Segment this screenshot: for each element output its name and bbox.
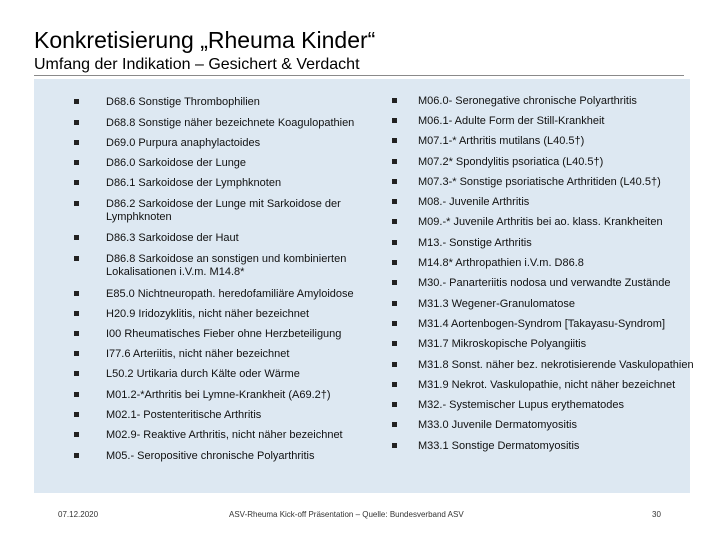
square-bullet-icon: [392, 280, 397, 285]
left-list-item-text: D69.0 Purpura anaphylactoides: [106, 137, 261, 149]
left-list-item-text: M01.2-*Arthritis bei Lymne-Krankheit (A69.2†): [106, 389, 331, 401]
right-list-item-text: M09.-* Juvenile Arthritis bei ao. klass. Krankheiten: [418, 216, 663, 228]
square-bullet-icon: [392, 402, 397, 407]
left-list-item-text: H20.9 Iridozyklitis, nicht näher bezeichnet: [106, 308, 309, 320]
right-list-item-text: M31.4 Aortenbogen-Syndrom [Takayasu-Syndrom]: [418, 318, 666, 330]
right-list-item-text: M31.8 Sonst. näher bez. nekrotisierende Vaskulopathien: [418, 359, 694, 371]
square-bullet-icon: [74, 120, 79, 125]
left-list-item-text: E85.0 Nichtneuropath. heredofamiliäre Amyloidose: [106, 288, 354, 300]
right-list-item-text: M31.3 Wegener-Granulomatose: [418, 298, 575, 310]
square-bullet-icon: [392, 159, 397, 164]
square-bullet-icon: [392, 179, 397, 184]
footer-date: 07.12.2020: [58, 510, 99, 519]
square-bullet-icon: [74, 201, 79, 206]
left-list-item-text: D86.0 Sarkoidose der Lunge: [106, 157, 247, 169]
right-list-item-text: M33.1 Sonstige Dermatomyositis: [418, 440, 580, 452]
left-list-item-text: I77.6 Arteriitis, nicht näher bezeichnet: [106, 348, 290, 360]
square-bullet-icon: [74, 351, 79, 356]
square-bullet-icon: [392, 98, 397, 103]
square-bullet-icon: [74, 412, 79, 417]
square-bullet-icon: [74, 160, 79, 165]
square-bullet-icon: [74, 453, 79, 458]
square-bullet-icon: [392, 118, 397, 123]
left-list-item-text: D86.3 Sarkoidose der Haut: [106, 232, 239, 244]
page-number: 30: [652, 510, 661, 519]
right-list-item-text: M30.- Panarteriitis nodosa und verwandte Zustände: [418, 277, 671, 289]
right-list-item-text: M14.8* Arthropathien i.V.m. D86.8: [418, 257, 584, 269]
square-bullet-icon: [74, 99, 79, 104]
square-bullet-icon: [74, 291, 79, 296]
right-list-item-text: M13.- Sonstige Arthritis: [418, 237, 532, 249]
square-bullet-icon: [74, 140, 79, 145]
square-bullet-icon: [74, 235, 79, 240]
square-bullet-icon: [74, 371, 79, 376]
square-bullet-icon: [392, 362, 397, 367]
square-bullet-icon: [392, 240, 397, 245]
square-bullet-icon: [392, 199, 397, 204]
square-bullet-icon: [392, 260, 397, 265]
right-list-item-text: M08.- Juvenile Arthritis: [418, 196, 530, 208]
right-list-item-text: M06.0- Seronegative chronische Polyarthritis: [418, 95, 637, 107]
title-divider: [34, 75, 684, 76]
square-bullet-icon: [392, 382, 397, 387]
square-bullet-icon: [392, 321, 397, 326]
left-list-item-text: D86.8 Sarkoidose an sonstigen und kombinierten Lokalisationen i.V.m. M14.8*: [106, 253, 347, 278]
left-list-item-text: D86.1 Sarkoidose der Lymphknoten: [106, 177, 282, 189]
content-panel: [34, 79, 694, 493]
square-bullet-icon: [74, 432, 79, 437]
right-list-item-text: M31.9 Nekrot. Vaskulopathie, nicht näher bezeichnet: [418, 379, 676, 391]
square-bullet-icon: [392, 443, 397, 448]
left-list-item-text: M05.- Seropositive chronische Polyarthritis: [106, 450, 315, 462]
right-list-item-text: M07.1-* Arthritis mutilans (L40.5†): [418, 135, 585, 147]
left-list-item-text: D68.8 Sonstige näher bezeichnete Koagulopathien: [106, 117, 355, 129]
square-bullet-icon: [74, 331, 79, 336]
left-list-item-text: M02.1- Postenteritische Arthritis: [106, 409, 262, 421]
square-bullet-icon: [392, 422, 397, 427]
footer-source: ASV-Rheuma Kick-off Präsentation – Quelle: Bundesverband ASV: [229, 510, 464, 519]
right-list-item-text: M33.0 Juvenile Dermatomyositis: [418, 419, 577, 431]
left-list-item-text: D68.6 Sonstige Thrombophilien: [106, 96, 260, 108]
slide-subtitle: Umfang der Indikation – Gesichert & Verdacht: [34, 56, 360, 73]
square-bullet-icon: [392, 219, 397, 224]
square-bullet-icon: [392, 138, 397, 143]
right-list-item-text: M06.1- Adulte Form der Still-Krankheit: [418, 115, 605, 127]
slide-title: Konkretisierung „Rheuma Kinder“: [34, 27, 376, 53]
right-list-item-text: M07.3-* Sonstige psoriatische Arthritiden (L40.5†): [418, 176, 661, 188]
left-list-item-text: L50.2 Urtikaria durch Kälte oder Wärme: [106, 368, 300, 380]
square-bullet-icon: [74, 180, 79, 185]
right-list-item-text: M31.7 Mikroskopische Polyangiitis: [418, 338, 587, 350]
left-list-item-text: I00 Rheumatisches Fieber ohne Herzbeteiligung: [106, 328, 342, 340]
square-bullet-icon: [392, 341, 397, 346]
square-bullet-icon: [74, 256, 79, 261]
left-list-item-text: M02.9- Reaktive Arthritis, nicht näher bezeichnet: [106, 429, 343, 441]
square-bullet-icon: [74, 392, 79, 397]
square-bullet-icon: [74, 311, 79, 316]
right-list-item-text: M32.- Systemischer Lupus erythematodes: [418, 399, 625, 411]
left-list-item-text: D86.2 Sarkoidose der Lunge mit Sarkoidose der Lymphknoten: [106, 198, 341, 223]
square-bullet-icon: [392, 301, 397, 306]
right-list-item-text: M07.2* Spondylitis psoriatica (L40.5†): [418, 156, 604, 168]
